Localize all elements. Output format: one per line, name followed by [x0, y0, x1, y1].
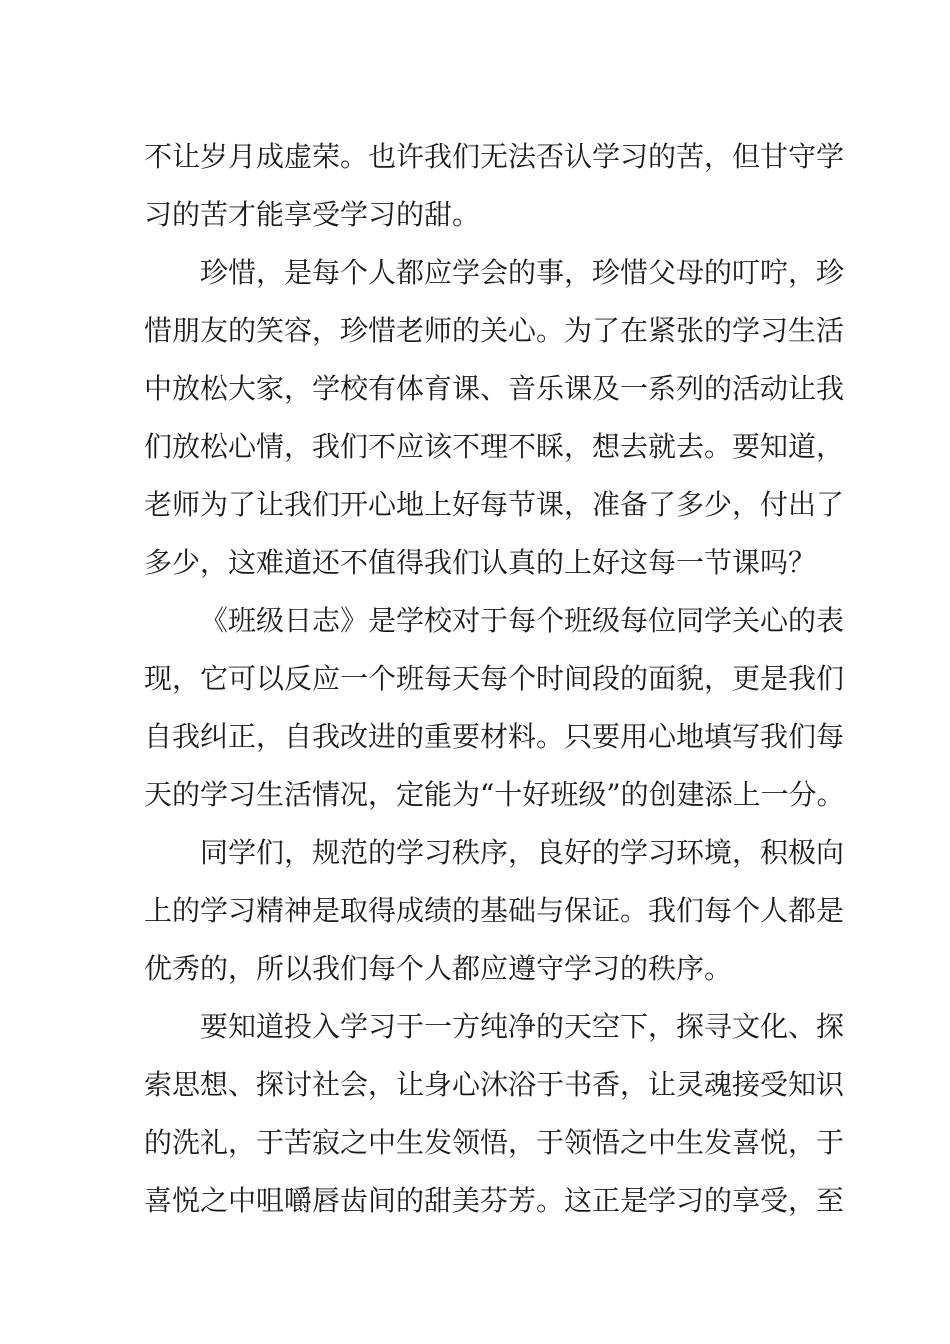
paragraph-line: 索思想、探讨社会，让身心沐浴于书香，让灵魂接受知识 — [144, 1068, 845, 1101]
paragraph-line: 现，它可以反应一个班每天每个时间段的面貌，更是我们 — [144, 662, 845, 695]
paragraph-line: 惜朋友的笑容，珍惜老师的关心。为了在紧张的学习生活 — [144, 314, 845, 347]
paragraph-line: 珍惜，是每个人都应学会的事，珍惜父母的叮咛，珍 — [200, 256, 845, 289]
paragraph-line: 天的学习生活情况，定能为“十好班级”的创建添上一分。 — [144, 778, 845, 811]
paragraph-line: 的洗礼，于苦寂之中生发领悟，于领悟之中生发喜悦，于 — [144, 1126, 845, 1159]
paragraph-line: 不让岁月成虚荣。也许我们无法否认学习的苦，但甘守学 — [144, 140, 845, 173]
paragraph-line: 老师为了让我们开心地上好每节课，准备了多少，付出了 — [144, 488, 845, 521]
paragraph-line: 多少，这难道还不值得我们认真的上好这每一节课吗？ — [144, 546, 817, 579]
paragraph-3 — [144, 592, 845, 824]
paragraph-4 — [144, 824, 845, 998]
paragraph-line: 上的学习精神是取得成绩的基础与保证。我们每个人都是 — [144, 894, 845, 927]
paragraph-line: 习的苦才能享受学习的甜。 — [144, 198, 481, 231]
paragraph-line: 优秀的，所以我们每个人都应遵守学习的秩序。 — [144, 952, 733, 985]
paragraph-line: 们放松心情，我们不应该不理不睬，想去就去。要知道， — [144, 430, 845, 463]
paragraph-line: 《班级日志》是学校对于每个班级每位同学关心的表 — [200, 604, 845, 637]
paragraph-line: 中放松大家，学校有体育课、音乐课及一系列的活动让我 — [144, 372, 845, 405]
paragraph-1 — [144, 128, 845, 244]
paragraph-line: 同学们，规范的学习秩序，良好的学习环境，积极向 — [200, 836, 845, 869]
paragraph-5 — [144, 998, 845, 1230]
document-body — [144, 128, 845, 1230]
paragraph-line: 要知道投入学习于一方纯净的天空下，探寻文化、探 — [200, 1010, 845, 1043]
paragraph-2 — [144, 244, 845, 592]
paragraph-line: 自我纠正，自我改进的重要材料。只要用心地填写我们每 — [144, 720, 845, 753]
paragraph-line: 喜悦之中咀嚼唇齿间的甜美芬芳。这正是学习的享受，至 — [144, 1184, 845, 1217]
